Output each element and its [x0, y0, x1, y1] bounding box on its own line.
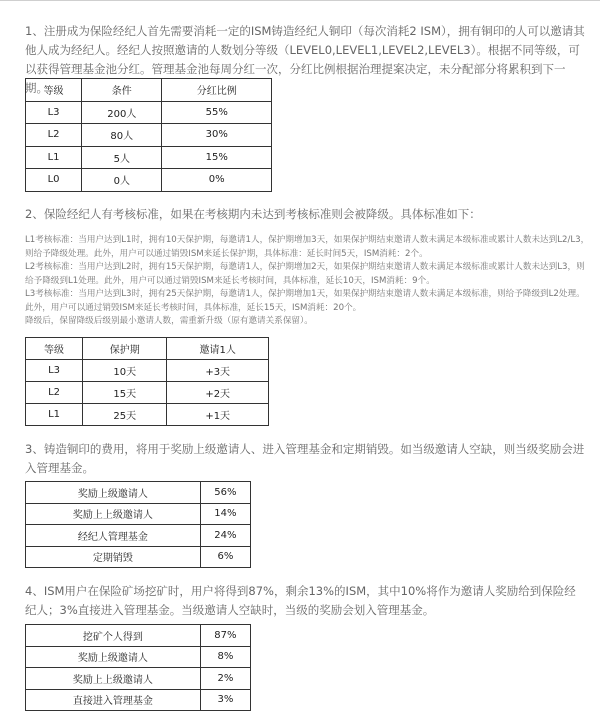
table-cell: 奖励上级邀请人: [26, 646, 201, 668]
header-level: 等级: [26, 79, 82, 102]
header-level: 等级: [26, 338, 83, 360]
table-row: [26, 169, 272, 192]
l1-standard-text: L1考核标准：当用户达到L1时，拥有10天保护期，每邀请1人，保护期增加3天，如果保护期结束邀请人数未满足本级标准或累计人数未达到L2/L3，则给予降级处理。此外，用户可以通过销毁ISM来延长保护期，具体标准：延长时间5天，ISM消耗：2个。: [25, 235, 590, 259]
table-row: [26, 482, 251, 504]
table-cell: 3%: [200, 689, 250, 711]
table-row: [26, 689, 251, 711]
table-cell: 直接进入管理基金: [26, 689, 201, 711]
table-cell: 14%: [200, 503, 250, 525]
table-cell: +3天: [167, 360, 269, 382]
table-cell: L3: [26, 360, 83, 382]
table-cell: 奖励上上级邀请人: [26, 668, 201, 690]
table-cell: 10天: [83, 360, 167, 382]
table-cell: +2天: [167, 382, 269, 404]
table-cell: 25天: [83, 404, 167, 426]
table-cell: 奖励上级邀请人: [26, 482, 201, 504]
table-cell: 200人: [82, 101, 162, 124]
table-cell: 56%: [200, 482, 250, 504]
table-cell: L1: [26, 146, 82, 169]
table-cell: L2: [26, 382, 83, 404]
table-row: [26, 625, 251, 647]
table-cell: 0%: [162, 169, 272, 192]
section3-text: 3、铸造铜印的费用，将用于奖励上级邀请人、进入管理基金和定期销毁。如当级邀请人空缺，则当级奖励会进入管理基金。: [25, 442, 585, 475]
table-cell: 80人: [82, 124, 162, 147]
l3-standard-text: L3考核标准：当用户达到L3时，拥有25天保护期，每邀请1人，保护期增加1天，如果保护期结束邀请人数未满足本级标准，则给予降级到L2处理。此外，用户可以通过销毁ISM来延长考核时间，具体标准，延长15天，ISM消耗：20个。: [25, 289, 585, 313]
header-condition: 条件: [82, 79, 162, 102]
section2-text: 2、保险经纪人有考核标准，如果在考核期内未达到考核标准则会被降级。具体标准如下：: [25, 207, 481, 221]
table-header-row: [26, 338, 269, 360]
header-dividend-ratio: 分红比例: [162, 79, 272, 102]
table-row: [26, 101, 272, 124]
table-cell: 87%: [200, 625, 250, 647]
table-cell: 6%: [200, 546, 250, 568]
top-divider: [0, 0, 600, 1]
table-cell: 挖矿个人得到: [26, 625, 201, 647]
protection-period-table: [25, 337, 269, 426]
table-header-row: [26, 79, 272, 102]
table-cell: L1: [26, 404, 83, 426]
table-row: [26, 382, 269, 404]
table-cell: L0: [26, 169, 82, 192]
table-row: [26, 668, 251, 690]
minting-fee-table: [25, 481, 251, 568]
mining-distribution-table: [25, 624, 251, 711]
table-cell: L2: [26, 124, 82, 147]
table-cell: 5人: [82, 146, 162, 169]
table-row: [26, 525, 251, 547]
table-cell: 30%: [162, 124, 272, 147]
assessment-details: [25, 234, 590, 329]
table-cell: 定期销毁: [26, 546, 201, 568]
table-cell: 8%: [200, 646, 250, 668]
table-row: [26, 360, 269, 382]
l2-standard-text: L2考核标准：当用户达到L2时，拥有15天保护期，每邀请1人，保护期增加2天，如果保护期结束邀请人数未满足本级标准或累计人数未达到L3，则给予降级到L1处理。此外，用户可以通过销毁ISM来延长考核时间，具体标准，延长10天，ISM消耗：9个。: [25, 262, 585, 286]
table-row: [26, 124, 272, 147]
table-cell: 24%: [200, 525, 250, 547]
table-cell: L3: [26, 101, 82, 124]
table-row: [26, 546, 251, 568]
table-cell: 奖励上上级邀请人: [26, 503, 201, 525]
table-row: [26, 404, 269, 426]
downgrade-note-text: 降级后，保留降级后级别最小邀请人数，需重新升级（原有邀请关系保留）。: [25, 316, 313, 326]
table-row: [26, 503, 251, 525]
table-cell: 0人: [82, 169, 162, 192]
table-cell: 经纪人管理基金: [26, 525, 201, 547]
section4-text: 4、ISM用户在保险矿场挖矿时，用户将得到87%，剩余13%的ISM，其中10%将作为邀请人奖励给到保险经纪人；3%直接进入管理基金。当级邀请人空缺时，当级的奖励会划入管理基金。: [25, 584, 576, 617]
table-cell: 15天: [83, 382, 167, 404]
header-per-invite: 邀请1人: [167, 338, 269, 360]
table-cell: +1天: [167, 404, 269, 426]
header-protection-period: 保护期: [83, 338, 167, 360]
table-row: [26, 146, 272, 169]
table-cell: 55%: [162, 101, 272, 124]
table-cell: 15%: [162, 146, 272, 169]
section1-text: 1、注册成为保险经纪人首先需要消耗一定的ISM铸造经纪人铜印（每次消耗2 ISM），拥有铜印的人可以邀请其他人成为经纪人。经纪人按照邀请的人数划分等级（LEVEL0,LEVEL1,LEVEL2,LEVEL3）。根据不同等级，可以获得管理基金池分红。管理基金池每周分红一次，分红比例根据治理提案决定，未分配部分将累积到下一期。: [25, 24, 585, 95]
level-dividend-table: [25, 78, 272, 192]
table-row: [26, 646, 251, 668]
table-cell: 2%: [200, 668, 250, 690]
